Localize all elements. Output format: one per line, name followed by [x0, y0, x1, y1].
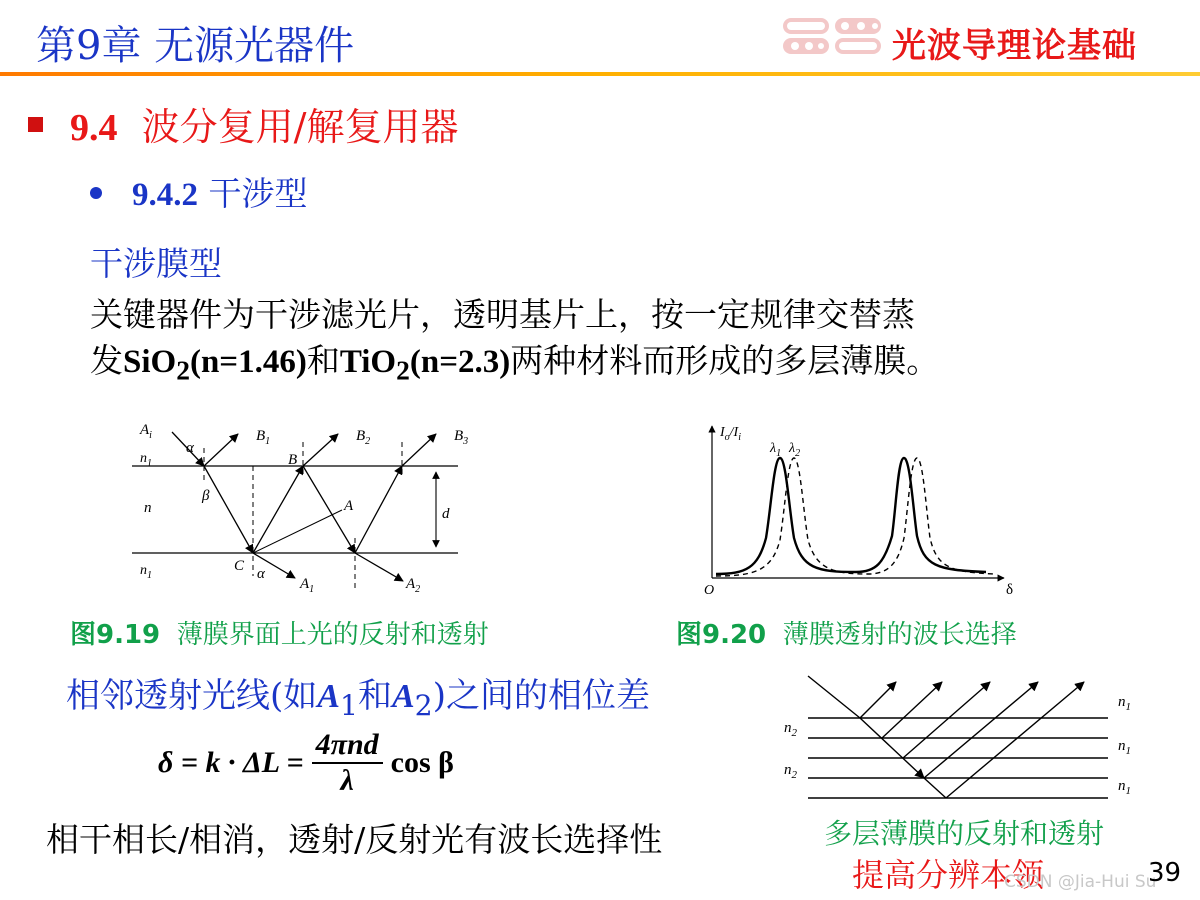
reflected-ray — [946, 682, 1084, 798]
label-b3: $B_3$ — [454, 428, 469, 447]
conclusion-text: 相干相长/相消，透射/反射光有波长选择性 — [46, 820, 663, 859]
label-n2-top: $n_2$ — [784, 720, 797, 739]
chapter-title: 第9章 无源光器件 — [36, 23, 355, 69]
phase-and: 和 — [357, 676, 392, 716]
label-a: A — [344, 498, 354, 514]
label-b2: $B_2$ — [356, 428, 371, 447]
transmitted-ray — [924, 778, 946, 798]
reflected-ray — [882, 682, 942, 738]
figure-9-20-chart — [696, 418, 1026, 598]
header-divider — [0, 72, 1200, 76]
figure-9-19-caption — [70, 614, 489, 651]
material-2-formula: TiO — [339, 344, 397, 380]
phase-text-1: 相邻透射光线(如 — [66, 676, 318, 716]
label-n: n — [144, 500, 152, 516]
label-n1-top: $n_1$ — [140, 451, 152, 469]
section-number: 9.4 — [70, 107, 118, 149]
figure-9-20-caption — [676, 614, 1017, 651]
material-2-index: (n=2.3) — [409, 344, 511, 380]
phase-text-2: )之间的相位差 — [432, 676, 650, 716]
ray-a2-sub: 2 — [414, 688, 433, 722]
course-title: 光波导理论基础 — [892, 26, 1137, 66]
paragraph-line-2 — [90, 338, 1170, 394]
label-n2-bottom: $n_2$ — [784, 762, 797, 781]
resolution-text: 提高分辨本领 — [852, 856, 1045, 894]
section-text: 波分复用/解复用器 — [141, 105, 459, 149]
path-difference-line — [253, 510, 342, 553]
and-text: 和 — [306, 341, 340, 380]
label-a1: $A_1$ — [300, 576, 315, 595]
transmitted-ray-a2 — [355, 553, 403, 581]
refracted-ray — [204, 466, 253, 553]
formula-lhs: δ = k · ΔL = — [158, 746, 304, 779]
formula-rhs: cos β — [390, 746, 454, 779]
multilayer-diagram — [778, 668, 1148, 808]
label-alpha-2: α — [257, 566, 265, 582]
subsection-bullet — [90, 187, 102, 199]
description-paragraph — [90, 292, 1170, 394]
line2-prefix: 发 — [90, 341, 123, 380]
label-ai: $A_i$ — [140, 422, 152, 441]
legend-lambda2: $\lambda_2$ — [789, 441, 801, 459]
material-2 — [339, 344, 511, 386]
label-n1-b: $n_1$ — [1118, 738, 1131, 757]
figure-9-19-text: 薄膜界面上光的反射和透射 — [176, 620, 489, 650]
formula-numerator: 4πnd — [312, 728, 383, 764]
reflected-ray — [903, 682, 990, 758]
subsection-number: 9.4.2 — [132, 177, 198, 213]
internal-ray — [355, 466, 402, 553]
incident-ray — [808, 676, 860, 718]
ray-a1-sub: 1 — [339, 688, 358, 722]
internal-ray — [253, 466, 303, 553]
label-alpha: α — [186, 440, 194, 456]
figure-9-19-diagram — [120, 418, 470, 598]
multilayer-caption: 多层薄膜的反射和透射 — [824, 817, 1105, 850]
figure-9-20-text: 薄膜透射的波长选择 — [782, 620, 1017, 650]
ray-a1-symbol: A — [317, 678, 340, 715]
section-title — [70, 96, 458, 151]
series-lambda1-curve — [716, 458, 986, 574]
legend-lambda1: $\lambda_1$ — [770, 441, 782, 459]
label-n1-a: $n_1$ — [1118, 694, 1131, 713]
topic-heading: 干涉膜型 — [90, 244, 222, 283]
figure-9-20-number: 图9.20 — [676, 620, 767, 650]
paragraph-line-1: 关键器件为干涉滤光片，透明基片上，按一定规律交替蒸 — [90, 295, 915, 334]
reflected-ray-b2 — [303, 434, 338, 466]
section-bullet — [28, 117, 43, 132]
material-1-formula: SiO — [123, 344, 177, 380]
reflected-ray — [860, 682, 896, 718]
label-b: B — [288, 452, 298, 468]
material-1 — [123, 344, 307, 386]
reflected-ray — [924, 682, 1038, 778]
subsection-title — [132, 168, 308, 215]
label-c: C — [234, 558, 245, 574]
subsection-text: 干涉型 — [208, 174, 308, 213]
formula-fraction — [312, 728, 383, 798]
course-logo-icon — [783, 16, 883, 56]
y-axis-label: $I_o/I_i$ — [720, 425, 742, 443]
material-2-sub: 2 — [396, 354, 410, 386]
origin-label: O — [704, 583, 715, 598]
label-d: d — [442, 506, 450, 522]
reflected-ray-b1 — [204, 434, 238, 466]
label-b1: $B_1$ — [256, 428, 271, 447]
figure-9-19-number: 图9.19 — [70, 620, 161, 650]
material-1-sub: 2 — [176, 354, 190, 386]
line2-suffix: 两种材料而形成的多层薄膜。 — [510, 341, 940, 380]
page-number: 39 — [1148, 858, 1182, 888]
material-1-index: (n=1.46) — [189, 344, 307, 380]
ray-a2-symbol: A — [391, 678, 415, 715]
x-axis-label: δ — [1006, 582, 1014, 598]
label-a2: $A_2$ — [406, 576, 421, 595]
phase-formula — [158, 728, 454, 798]
reflected-ray-b3 — [402, 434, 436, 466]
label-n1-c: $n_1$ — [1118, 778, 1131, 797]
phase-difference-text — [66, 668, 650, 722]
label-n1-bottom: $n_1$ — [140, 563, 152, 581]
watermark: CSDN @Jia-Hui Su — [1004, 872, 1157, 892]
label-beta: β — [202, 488, 210, 504]
formula-denominator: λ — [340, 764, 354, 797]
